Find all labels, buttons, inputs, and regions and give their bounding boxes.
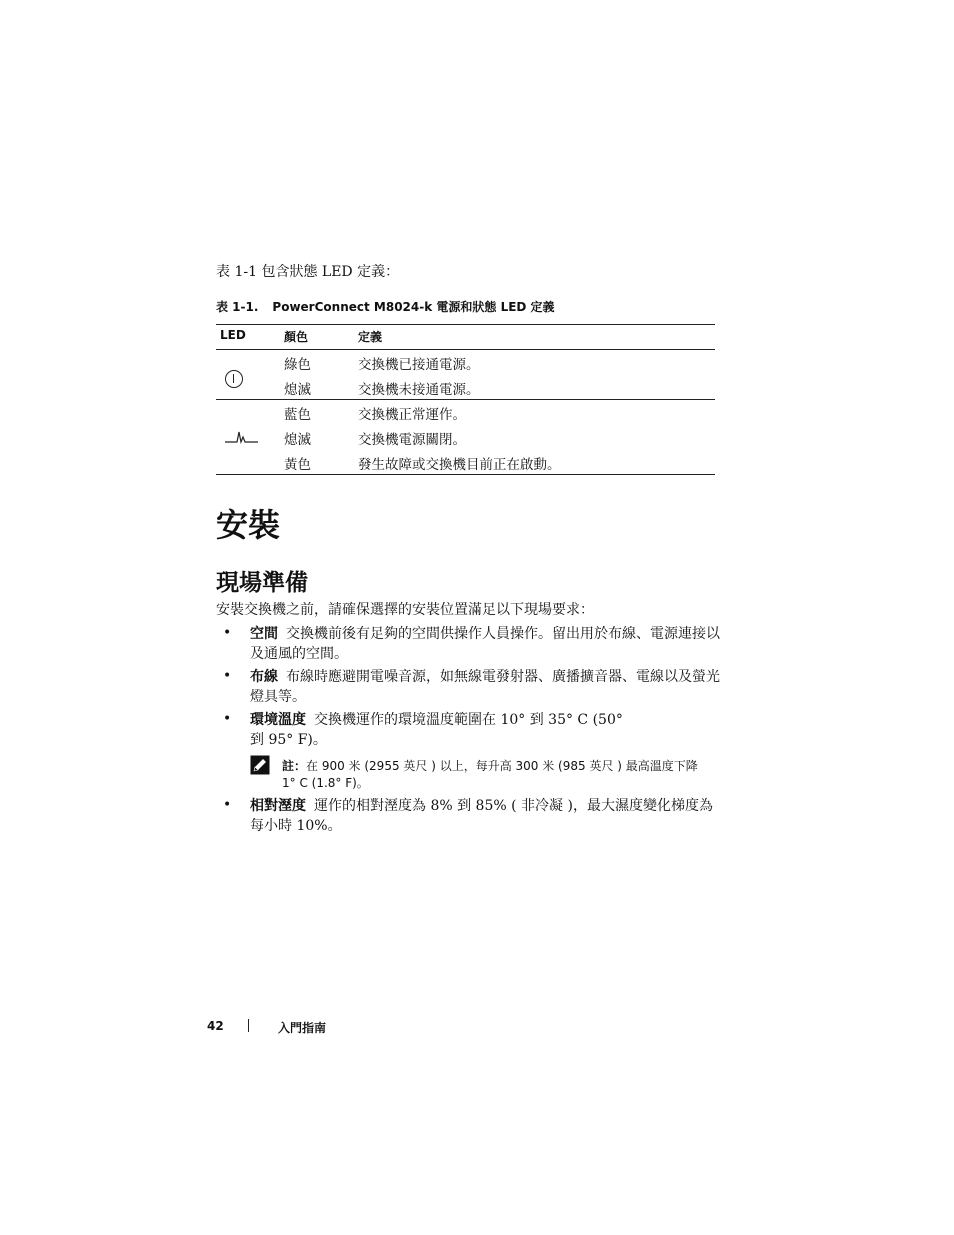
status-row-1-color: 藍色 xyxy=(284,407,311,423)
bullet-marker: • xyxy=(223,711,232,727)
subsection-title: 現場準備 xyxy=(216,570,308,596)
status-row-1-definition: 交換機正常運作。 xyxy=(358,407,466,423)
status-row-3-definition: 發生故障或交換機目前正在啟動。 xyxy=(358,457,561,473)
section-title: 安裝 xyxy=(216,506,281,544)
note-text: 在 900 米 (2955 英尺 ) 以上，每升高 300 米 (985 英尺 ) 最高溫度下降 1° C (1.8° F)。 xyxy=(282,759,698,790)
table-caption xyxy=(216,298,555,315)
power-row-1-definition: 交換機已接通電源。 xyxy=(358,357,480,373)
requirement-humidity xyxy=(250,797,720,836)
power-row-2-definition: 交換機未接通電源。 xyxy=(358,382,480,398)
lead-text: 安裝交換機之前，請確保選擇的安裝位置滿足以下現場要求： xyxy=(216,602,594,618)
bullet-marker: • xyxy=(223,668,232,684)
footer-title: 入門指南 xyxy=(278,1021,327,1035)
requirement-text: 運作的相對溼度為 8% 到 85% ( 非冷凝 )，最大濕度變化梯度為每小時 10%。 xyxy=(250,798,713,834)
table-caption-title: PowerConnect M8024-k 電源和狀態 LED 定義 xyxy=(272,300,555,314)
footer-separator xyxy=(248,1019,249,1032)
requirement-text: 交換機運作的環境溫度範圍在 10° 到 35° C (50° 到 95° F)。 xyxy=(250,712,623,748)
requirement-text: 交換機前後有足夠的空間供操作人員操作。留出用於布線、電源連接以及通風的空間。 xyxy=(250,626,720,662)
status-row-2-definition: 交換機電源關閉。 xyxy=(358,432,466,448)
header-definition: 定義 xyxy=(358,330,383,344)
table-rule-bottom xyxy=(216,474,715,475)
table-rule-header xyxy=(216,349,715,350)
bullet-marker: • xyxy=(223,625,232,641)
power-led-icon xyxy=(225,370,243,388)
page-number: 42 xyxy=(207,1019,224,1033)
power-row-2-color: 熄滅 xyxy=(284,382,311,398)
header-led: LED xyxy=(220,328,246,342)
intro-text: 表 1-1 包含狀態 LED 定義： xyxy=(216,264,400,280)
status-row-2-color: 熄滅 xyxy=(284,432,311,448)
requirement-temperature xyxy=(250,711,630,750)
bullet-marker: • xyxy=(223,797,232,813)
requirement-term: 布線 xyxy=(250,669,278,685)
power-row-1-color: 綠色 xyxy=(284,357,311,373)
requirement-text: 布線時應避開電噪音源，如無線電發射器、廣播擴音器、電線以及螢光燈具等。 xyxy=(250,669,720,705)
requirement-term: 相對溼度 xyxy=(250,798,306,814)
status-row-3-color: 黃色 xyxy=(284,457,311,473)
note-label: 註： xyxy=(282,759,307,773)
requirement-term: 環境溫度 xyxy=(250,712,306,728)
status-led-icon xyxy=(224,426,260,446)
note-text-block xyxy=(282,758,702,791)
requirement-cabling xyxy=(250,668,720,707)
note-pencil-icon xyxy=(250,755,270,775)
requirement-term: 空間 xyxy=(250,626,278,642)
table-rule-top xyxy=(216,324,715,325)
table-caption-number: 表 1-1. xyxy=(216,300,259,314)
requirement-space xyxy=(250,625,720,664)
header-color: 顏色 xyxy=(284,330,309,344)
table-rule-group xyxy=(216,399,715,400)
